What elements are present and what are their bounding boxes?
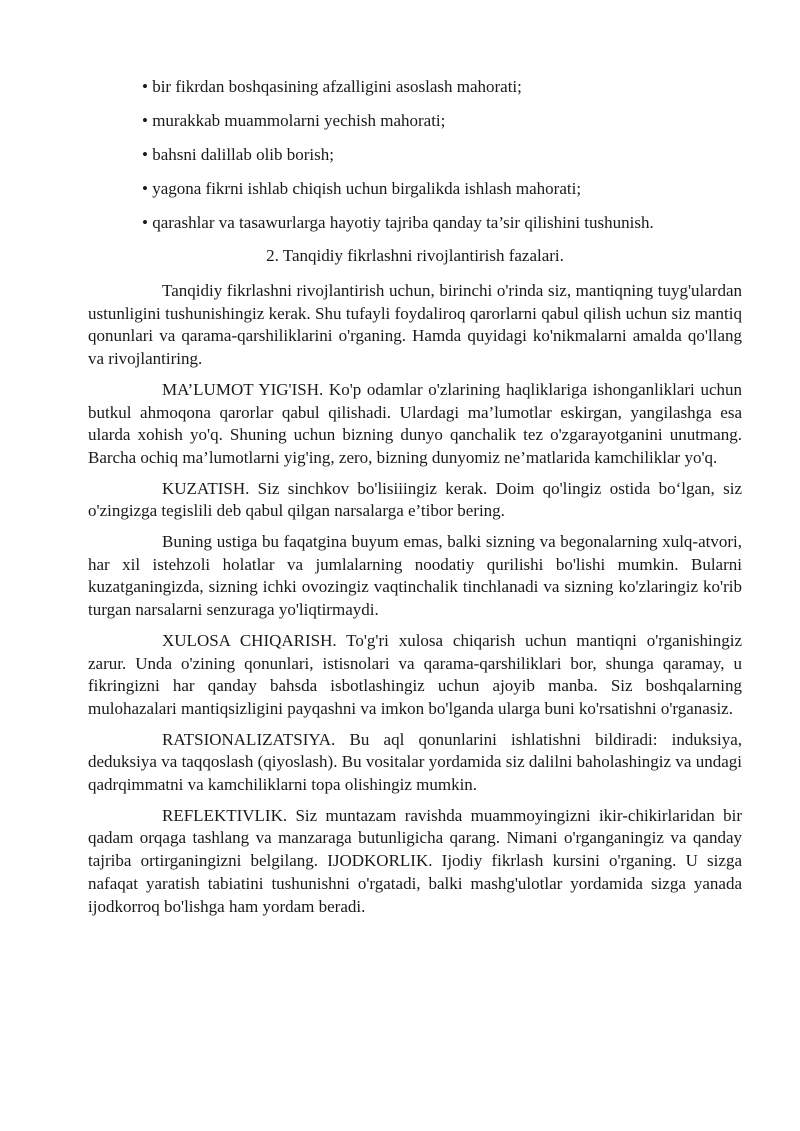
paragraph-malumot-yigish: MA’LUMOT YIG'ISH. Ko'p odamlar o'zlarining haqliklariga ishonganliklari uchun butkul ahmoqona qarorlar qabul qilishadi. Ulardagi ma’lumotlar eskirgan, yangilashga esa ularda xohish yo'q. Shuning uchun bizning dunyo qanchalik tez o'zgarayotganini unutmang. Barcha ochiq ma’lumotlarni yig'ing, zero, bizning dunyomiz ne’matlarida kamchiliklar yo'q. bbox=[88, 379, 742, 467]
bullet-item: • qarashlar va tasawurlarga hayotiy tajriba qanday ta’sir qilishini tushunish. bbox=[142, 213, 654, 232]
bullet-list bbox=[142, 75, 762, 245]
bullet-item: • murakkab muammolarni yechish mahorati; bbox=[142, 111, 446, 130]
bullet-item: • bir fikrdan boshqasining afzalligini asoslash mahorati; bbox=[142, 77, 522, 96]
paragraph-ratsionalizatsiya: RATSIONALIZATSIYA. Bu aql qonunlarini ishlatishni bildiradi: induksiya, deduksiya va taqqoslash (qiyoslash). Bu vositalar yordamida siz dalilni baholashingiz va undagi qadrqimmatni va kamchiliklarni topa olishingiz mumkin. bbox=[88, 729, 742, 795]
paragraph-kuzatish-continued: Buning ustiga bu faqatgina buyum emas, balki sizning va begonalarning xulq-atvori, har xil istehzoli holatlar va jumlalarning noodatiy qurilishi bo'lishi mumkin. Bularni kuzatganingizda, sizning ichki ovozingiz vaqtinchalik tinchlanadi va sizning ko'zlaringiz ko'rib turgan narsalarni senzuraga yo'liqtirmaydi. bbox=[88, 532, 742, 620]
body-text bbox=[88, 280, 742, 926]
paragraph-xulosa-chiqarish: XULOSA CHIQARISH. To'g'ri xulosa chiqarish uchun mantiqni o'rganishingiz zarur. Unda o'zining qonunlari, istisnolari va qarama-qarshiliklari bor, shunga qaramay, u fikringizni har qanday bahsda isbotlashingiz uchun ajoyib manba. Siz boshqalarning mulohazalari mantiqsizligini payqashni va imkon bo'lganda ularga buni ko'rsatishni o'rganasiz. bbox=[88, 630, 742, 718]
section-heading: 2. Tanqidiy fikrlashni rivojlantirish fazalari. bbox=[266, 246, 564, 265]
paragraph-intro: Tanqidiy fikrlashni rivojlantirish uchun, birinchi o'rinda siz, mantiqning tuyg'ulardan ustunligini tushunishingiz kerak. Shu tufayli foydaliroq qarorlarni qabul qilish uchun siz mantiq qonunlari va qarama-qarshiliklarini o'rganing. Hamda quyidagi ko'nikmalarni amalda qo'llang va rivojlantiring. bbox=[88, 281, 742, 369]
paragraph-kuzatish: KUZATISH. Siz sinchkov bo'lisiiingiz kerak. Doim qo'lingiz ostida bo‘lgan, siz o'zingizga tegislili deb qabul qilgan narsalarga e’tibor bering. bbox=[88, 478, 742, 521]
bullet-item: • bahsni dalillab olib borish; bbox=[142, 145, 334, 164]
paragraph-reflektivlik: REFLEKTIVLIK. Siz muntazam ravishda muammoyingizni ikir-chikirlaridan bir qadam orqaga tashlang va manzaraga butunligicha qarang. Nimani o'rganganingiz va qanday tajriba ortirganingizni belgilang. IJODKORLIK. Ijodiy fikrlash kursini o'rganing. U sizga nafaqat yaratish tabiatini tushunishni o'rgatadi, balki mashg'ulotlar yordamida sizga yanada ijodkorroq bo'lishga ham yordam beradi. bbox=[88, 805, 742, 916]
bullet-item: • yagona fikrni ishlab chiqish uchun birgalikda ishlash mahorati; bbox=[142, 179, 582, 198]
